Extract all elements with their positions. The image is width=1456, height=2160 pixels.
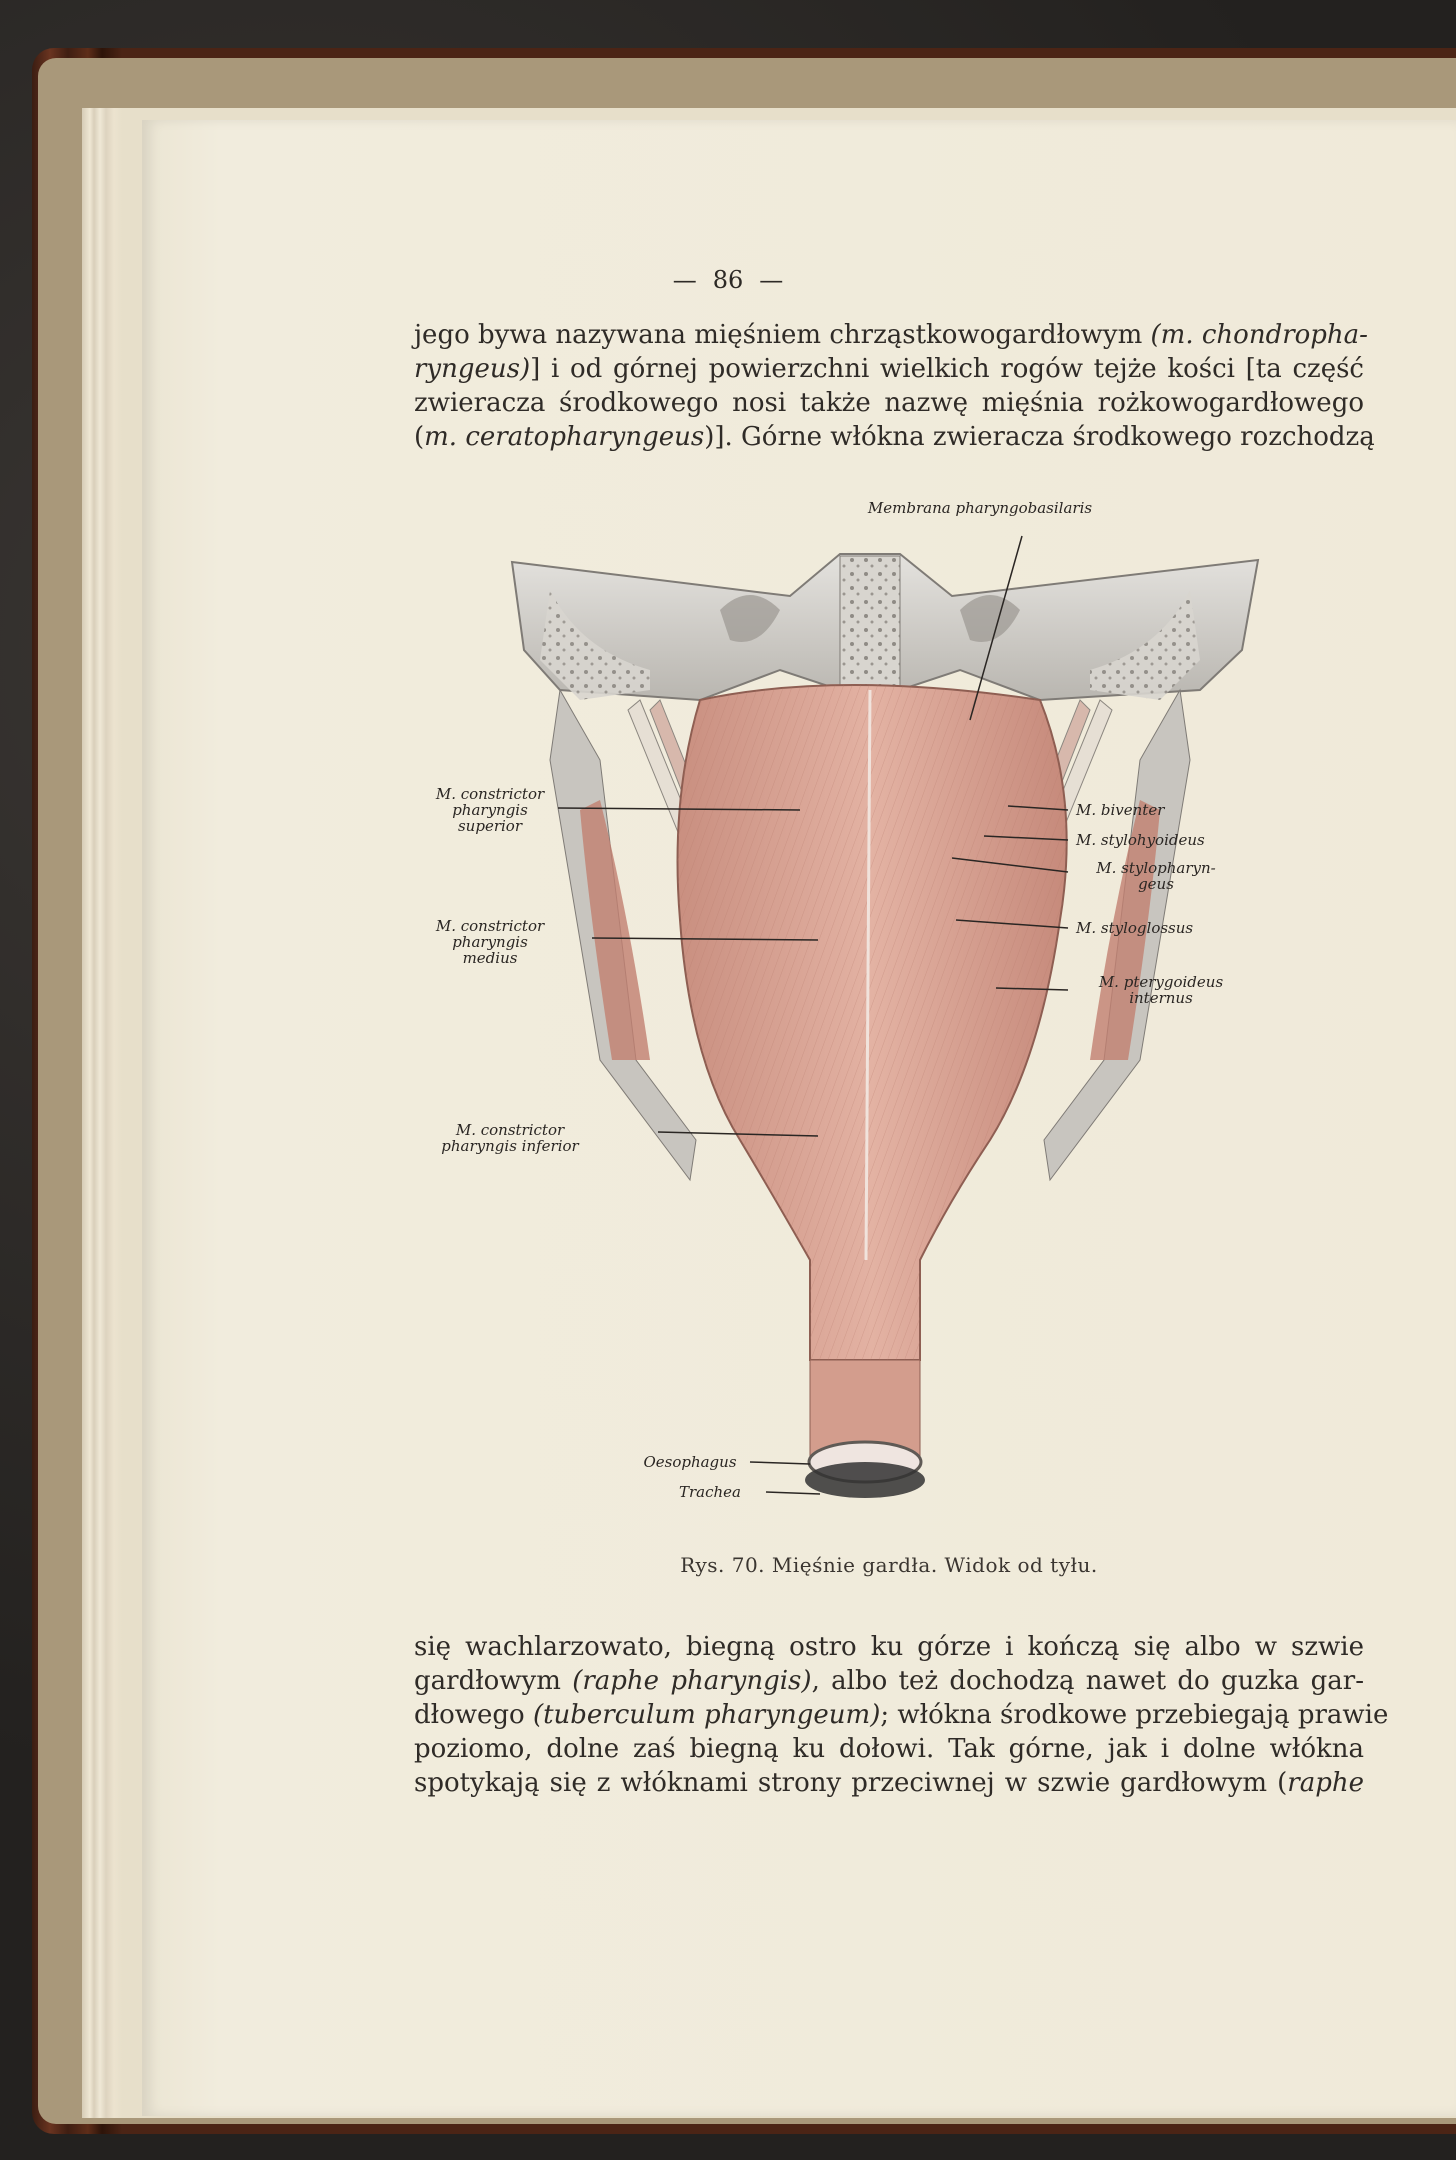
text-run: , albo też dochodzą nawet do guzka gar- <box>811 1666 1365 1696</box>
label-biventer: M. biventer <box>1076 801 1165 819</box>
label-trachea: Trachea <box>679 1483 741 1501</box>
paragraph-top <box>414 318 1375 454</box>
text-line <box>414 386 1364 420</box>
text-run: zwieracza środkowego nosi także nazwę mięśnia rożkowogardłowego <box>414 388 1364 418</box>
italic-term: (tuberculum pharyngeum) <box>532 1700 881 1730</box>
text-run: )]. Górne włókna zwieracza środkowego rozchodzą <box>704 422 1375 452</box>
label-constrictor-inferior: M. constrictor pharyngis inferior <box>441 1121 579 1155</box>
text-line <box>414 1630 1364 1664</box>
page-number-value: 86 <box>712 266 744 294</box>
italic-term: (m. chondropha- <box>1150 320 1368 350</box>
text-line <box>414 420 1375 454</box>
text-line <box>414 1664 1364 1698</box>
label-stylohyoideus: M. stylohyoideus <box>1076 831 1205 849</box>
text-line <box>414 1766 1364 1800</box>
figure-caption: Rys. 70. Mięśnie gardła. Widok od tyłu. <box>680 1553 1098 1577</box>
italic-term: (raphe pharyngis) <box>572 1666 812 1696</box>
text-line <box>414 1698 1389 1732</box>
italic-term: raphe <box>1287 1768 1364 1798</box>
anatomical-figure <box>400 500 1300 1530</box>
text-run: ] i od górnej powierzchni wielkich rogów tejże kości [ta część <box>530 354 1364 384</box>
page-number: — 86 — <box>672 266 784 294</box>
text-line <box>414 318 1368 352</box>
text-run: gardłowym <box>414 1666 573 1696</box>
text-run: poziomo, dolne zaś biegną ku dołowi. Tak górne, jak i dolne włókna <box>414 1734 1364 1764</box>
label-stylopharyngeus: M. stylopharyn- geus <box>1096 859 1216 893</box>
text-run: jego bywa nazywana mięśniem chrząstkowogardłowym <box>414 320 1151 350</box>
label-membrana: Membrana pharyngobasilaris <box>867 499 1093 517</box>
italic-term: m. ceratopharyngeus <box>424 422 705 452</box>
paragraph-bottom <box>414 1630 1389 1800</box>
text-run: spotykają się z włóknami strony przeciwnej w szwie gardłowym ( <box>414 1768 1288 1798</box>
text-run: dłowego <box>414 1700 533 1730</box>
text-line <box>414 1732 1364 1766</box>
label-oesophagus: Oesophagus <box>643 1453 737 1471</box>
pharynx-illustration <box>400 500 1300 1530</box>
occipital-bone-section <box>840 556 900 686</box>
muscle-fibers <box>678 685 1067 1360</box>
label-styloglossus: M. styloglossus <box>1076 919 1194 937</box>
label-constrictor-superior: M. constrictor pharyngis superior <box>435 785 545 835</box>
text-run: się wachlarzowato, biegną ostro ku górze i kończą się albo w szwie <box>414 1632 1364 1662</box>
label-pterygoideus: M. pterygoideus internus <box>1098 973 1224 1007</box>
text-run: ( <box>414 422 425 452</box>
trachea <box>805 1462 925 1498</box>
text-run: ; włókna środkowe przebiegają prawie <box>880 1700 1389 1730</box>
label-constrictor-medius: M. constrictor pharyngis medius <box>435 917 545 967</box>
text-line <box>414 352 1364 386</box>
italic-term: ryngeus) <box>414 354 531 384</box>
